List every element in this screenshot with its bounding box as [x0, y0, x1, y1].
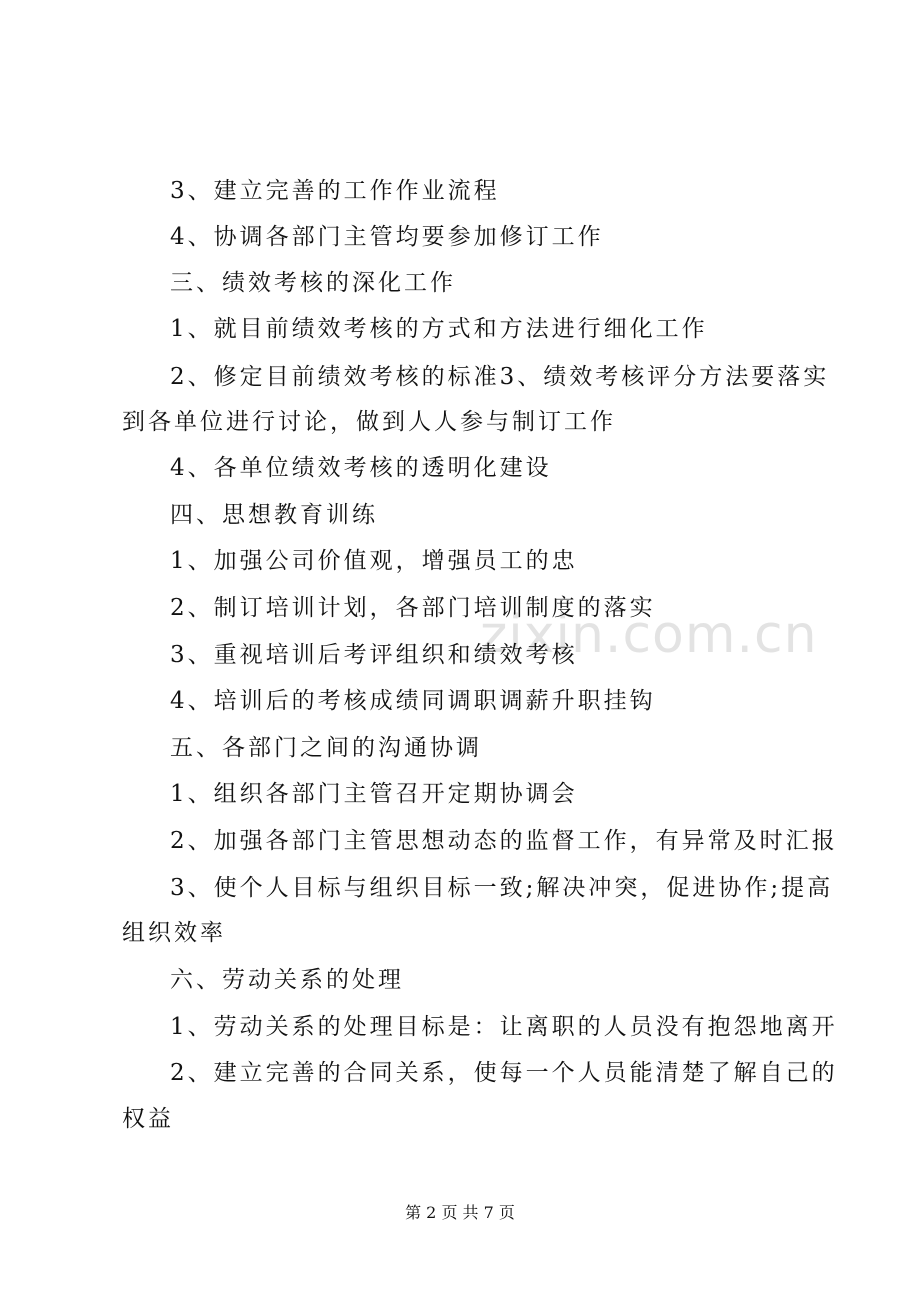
list-item: 2、建立完善的合同关系，使每一个人员能清楚了解自己的 — [170, 1060, 838, 1086]
section-heading: 三、绩效考核的深化工作 — [170, 270, 456, 296]
watermark: zixin.com.cn — [480, 605, 818, 665]
list-item: 1、劳动关系的处理目标是：让离职的人员没有抱怨地离开 — [170, 1014, 838, 1040]
section-heading: 六、劳动关系的处理 — [170, 967, 404, 993]
list-item: 2、制订培训计划，各部门培训制度的落实 — [170, 595, 656, 621]
list-item-continuation: 组织效率 — [122, 920, 226, 946]
list-item: 3、建立完善的工作作业流程 — [170, 178, 500, 204]
list-item: 3、使个人目标与组织目标一致;解决冲突，促进协作;提高 — [170, 875, 834, 901]
list-item: 3、重视培训后考评组织和绩效考核 — [170, 642, 578, 668]
list-item: 2、修定目前绩效考核的标准3、绩效考核评分方法要落实 — [170, 364, 830, 390]
list-item: 4、各单位绩效考核的透明化建设 — [170, 455, 552, 481]
list-item-continuation: 权益 — [122, 1106, 174, 1132]
list-item: 2、加强各部门主管思想动态的监督工作，有异常及时汇报 — [170, 828, 838, 854]
list-item: 1、组织各部门主管召开定期协调会 — [170, 781, 578, 807]
list-item-continuation: 到各单位进行讨论，做到人人参与制订工作 — [122, 409, 616, 435]
page-footer: 第 2 页 共 7 页 — [405, 1203, 515, 1222]
list-item: 1、加强公司价值观，增强员工的忠 — [170, 548, 578, 574]
list-item: 4、培训后的考核成绩同调职调薪升职挂钩 — [170, 688, 656, 714]
list-item: 4、协调各部门主管均要参加修订工作 — [170, 224, 604, 250]
section-heading: 四、思想教育训练 — [170, 502, 378, 528]
section-heading: 五、各部门之间的沟通协调 — [170, 735, 482, 761]
list-item: 1、就目前绩效考核的方式和方法进行细化工作 — [170, 316, 708, 342]
